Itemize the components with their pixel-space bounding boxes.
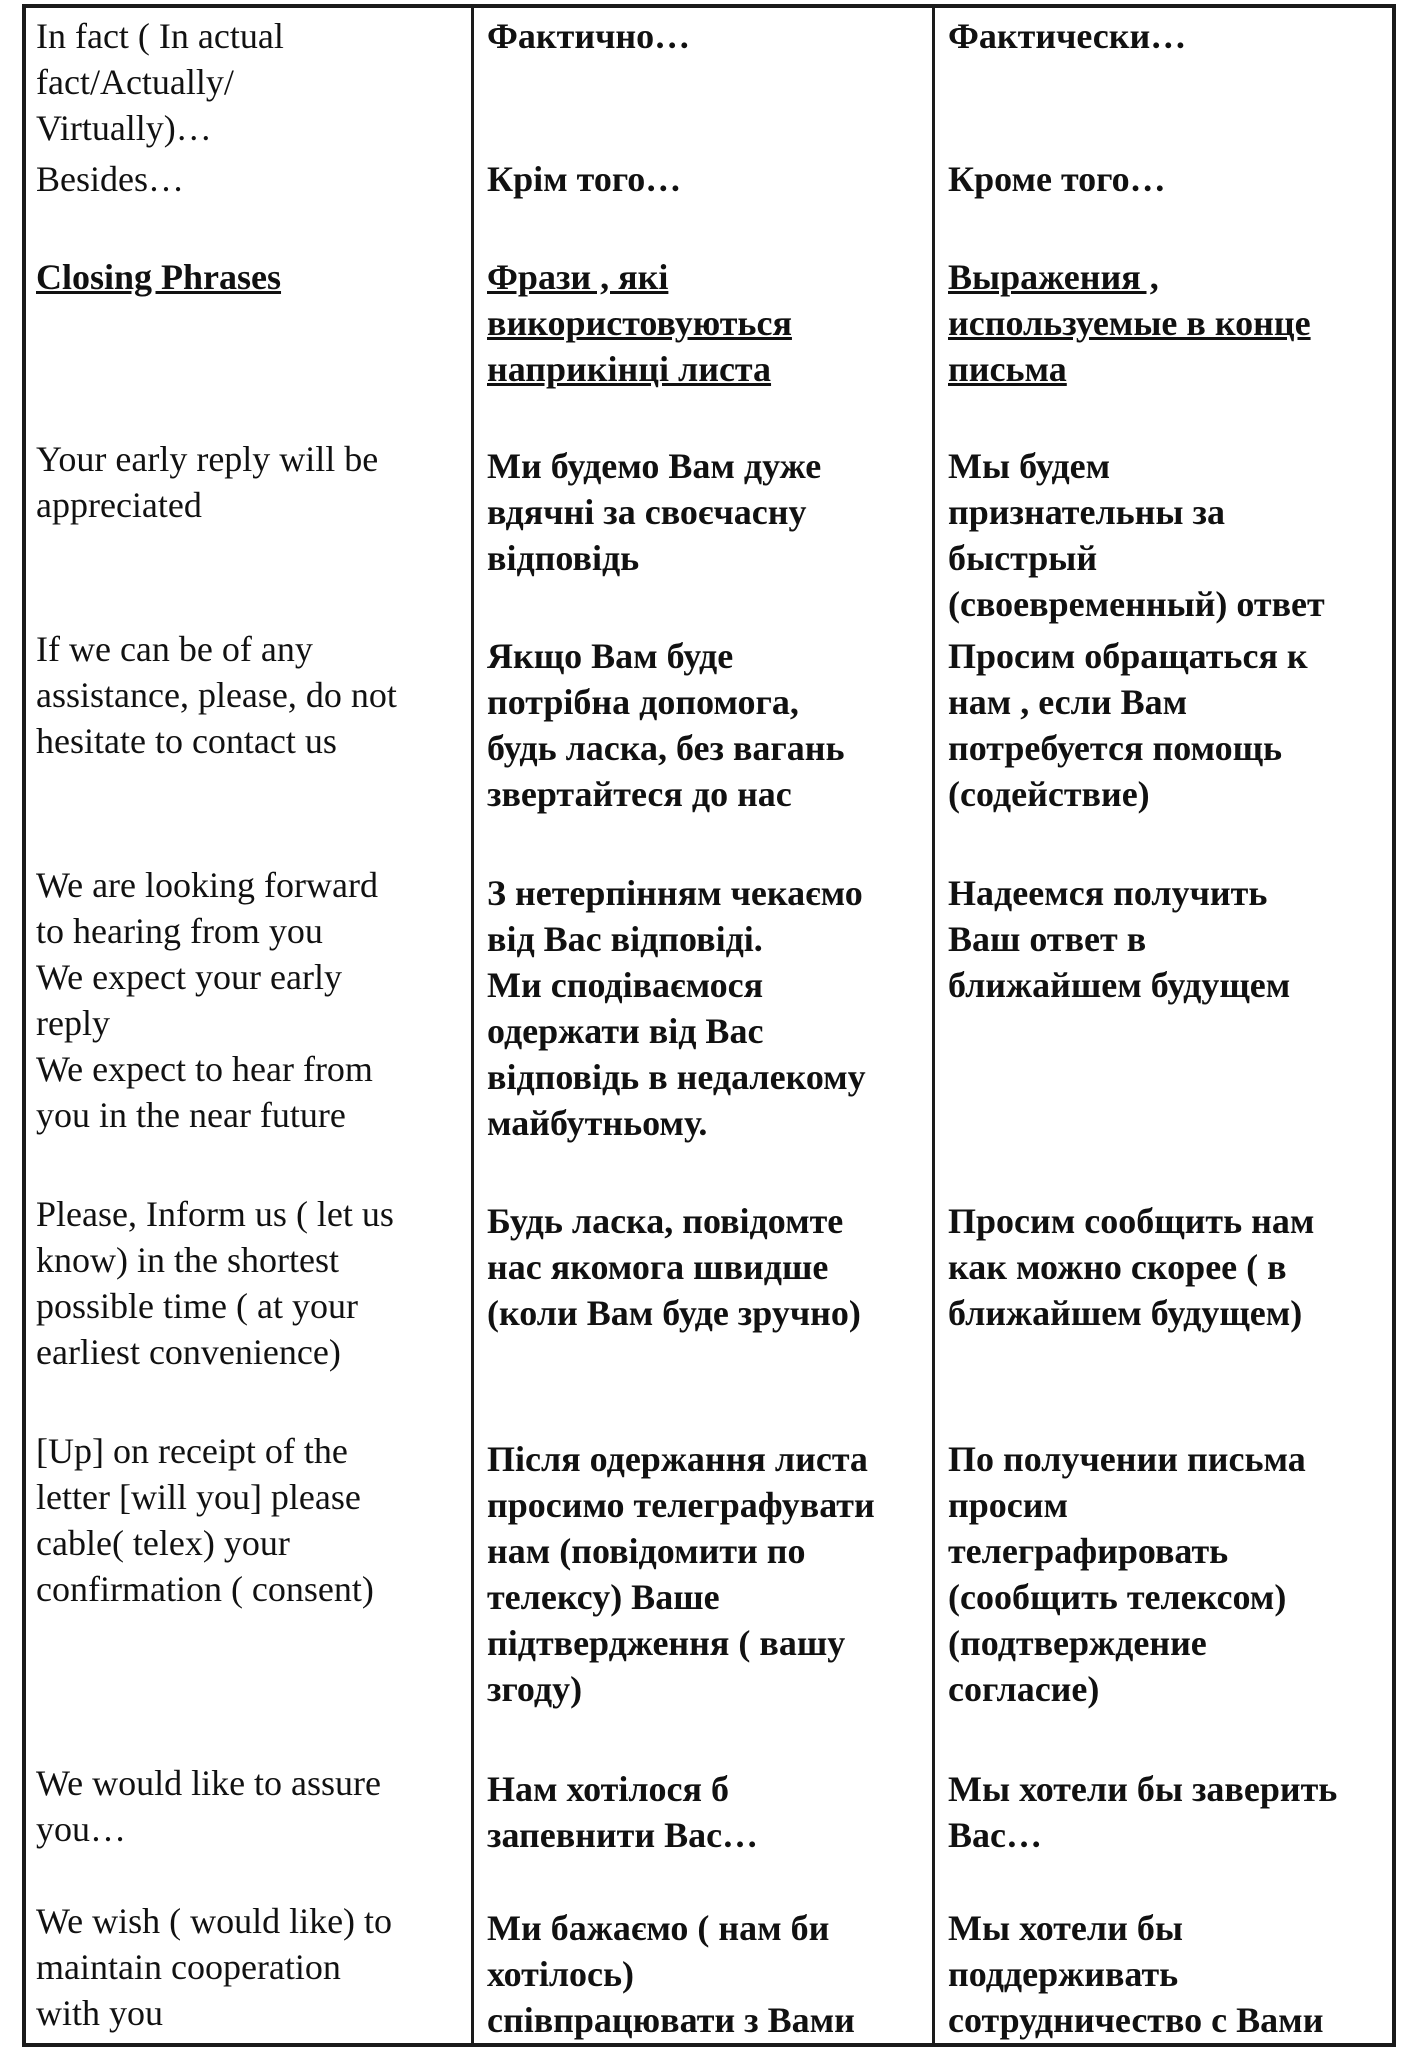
english-phrase: We are looking forward to hearing from you We expect your early reply We expect to hear from you in the near future [36,865,378,1135]
english-phrase: If we can be of any assistance, please, do not hesitate to contact us [36,629,397,761]
russian-phrase: Надеемся получить Ваш ответ в ближайшем будущем [948,873,1291,1005]
russian-phrase: Мы хотели бы заверить Вас… [948,1769,1338,1855]
ukrainian-phrase: Ми будемо Вам дуже вдячні за своєчасну відповідь [487,446,822,578]
column-divider [932,8,935,2043]
russian-phrase: По получении письма просим телеграфировать (сообщить телексом) (подтверждение согласие) [948,1439,1306,1709]
section-heading-english: Closing Phrases [36,257,282,297]
english-phrase: Please, Inform us ( let us know) in the shortest possible time ( at your earliest convenience) [36,1194,394,1372]
ukrainian-phrase: Крім того… [487,159,682,199]
ukrainian-phrase: Нам хотілося б запевнити Вас… [487,1769,759,1855]
russian-phrase: Мы хотели бы поддерживать сотрудничество с Вами [948,1908,1324,2040]
section-heading-russian: Выражения , используемые в конце письма [948,257,1311,389]
russian-phrase: Просим обращаться к нам , если Вам потребуется помощь (содействие) [948,636,1308,814]
russian-phrase: Мы будем признательны за быстрый (своевременный) ответ [948,446,1325,624]
ukrainian-phrase: Ми бажаємо ( нам би хотілось) співпрацювати з Вами [487,1908,855,2040]
english-phrase: We wish ( would like) to maintain cooperation with you [36,1901,393,2033]
ukrainian-phrase: Будь ласка, повідомте нас якомога швидше (коли Вам буде зручно) [487,1201,861,1333]
section-heading-ukrainian: Фрази , які використовуються наприкінці листа [487,257,792,389]
russian-phrase: Кроме того… [948,159,1166,199]
english-phrase: In fact ( In actual fact/Actually/ Virtually)… [36,16,284,148]
english-phrase: Your early reply will be appreciated [36,439,379,525]
russian-phrase: Просим сообщить нам как можно скорее ( в ближайшем будущем) [948,1201,1315,1333]
column-divider [471,8,474,2043]
ukrainian-phrase: Після одержання листа просимо телеграфувати нам (повідомити по телексу) Ваше підтвердження ( вашу згоду) [487,1439,875,1709]
ukrainian-phrase: Якщо Вам буде потрібна допомога, будь ласка, без вагань звертайтеся до нас [487,636,845,814]
ukrainian-phrase: З нетерпінням чекаємо від Вас відповіді. Ми сподіваємося одержати від Вас відповідь в недалекому майбутньому. [487,873,866,1143]
ukrainian-phrase: Фактично… [487,16,691,56]
english-phrase: [Up] on receipt of the letter [will you] please cable( telex) your confirmation ( consent) [36,1431,374,1609]
phrase-table [22,4,1396,2047]
english-phrase: Besides… [36,159,184,199]
english-phrase: We would like to assure you… [36,1763,382,1849]
russian-phrase: Фактически… [948,16,1187,56]
